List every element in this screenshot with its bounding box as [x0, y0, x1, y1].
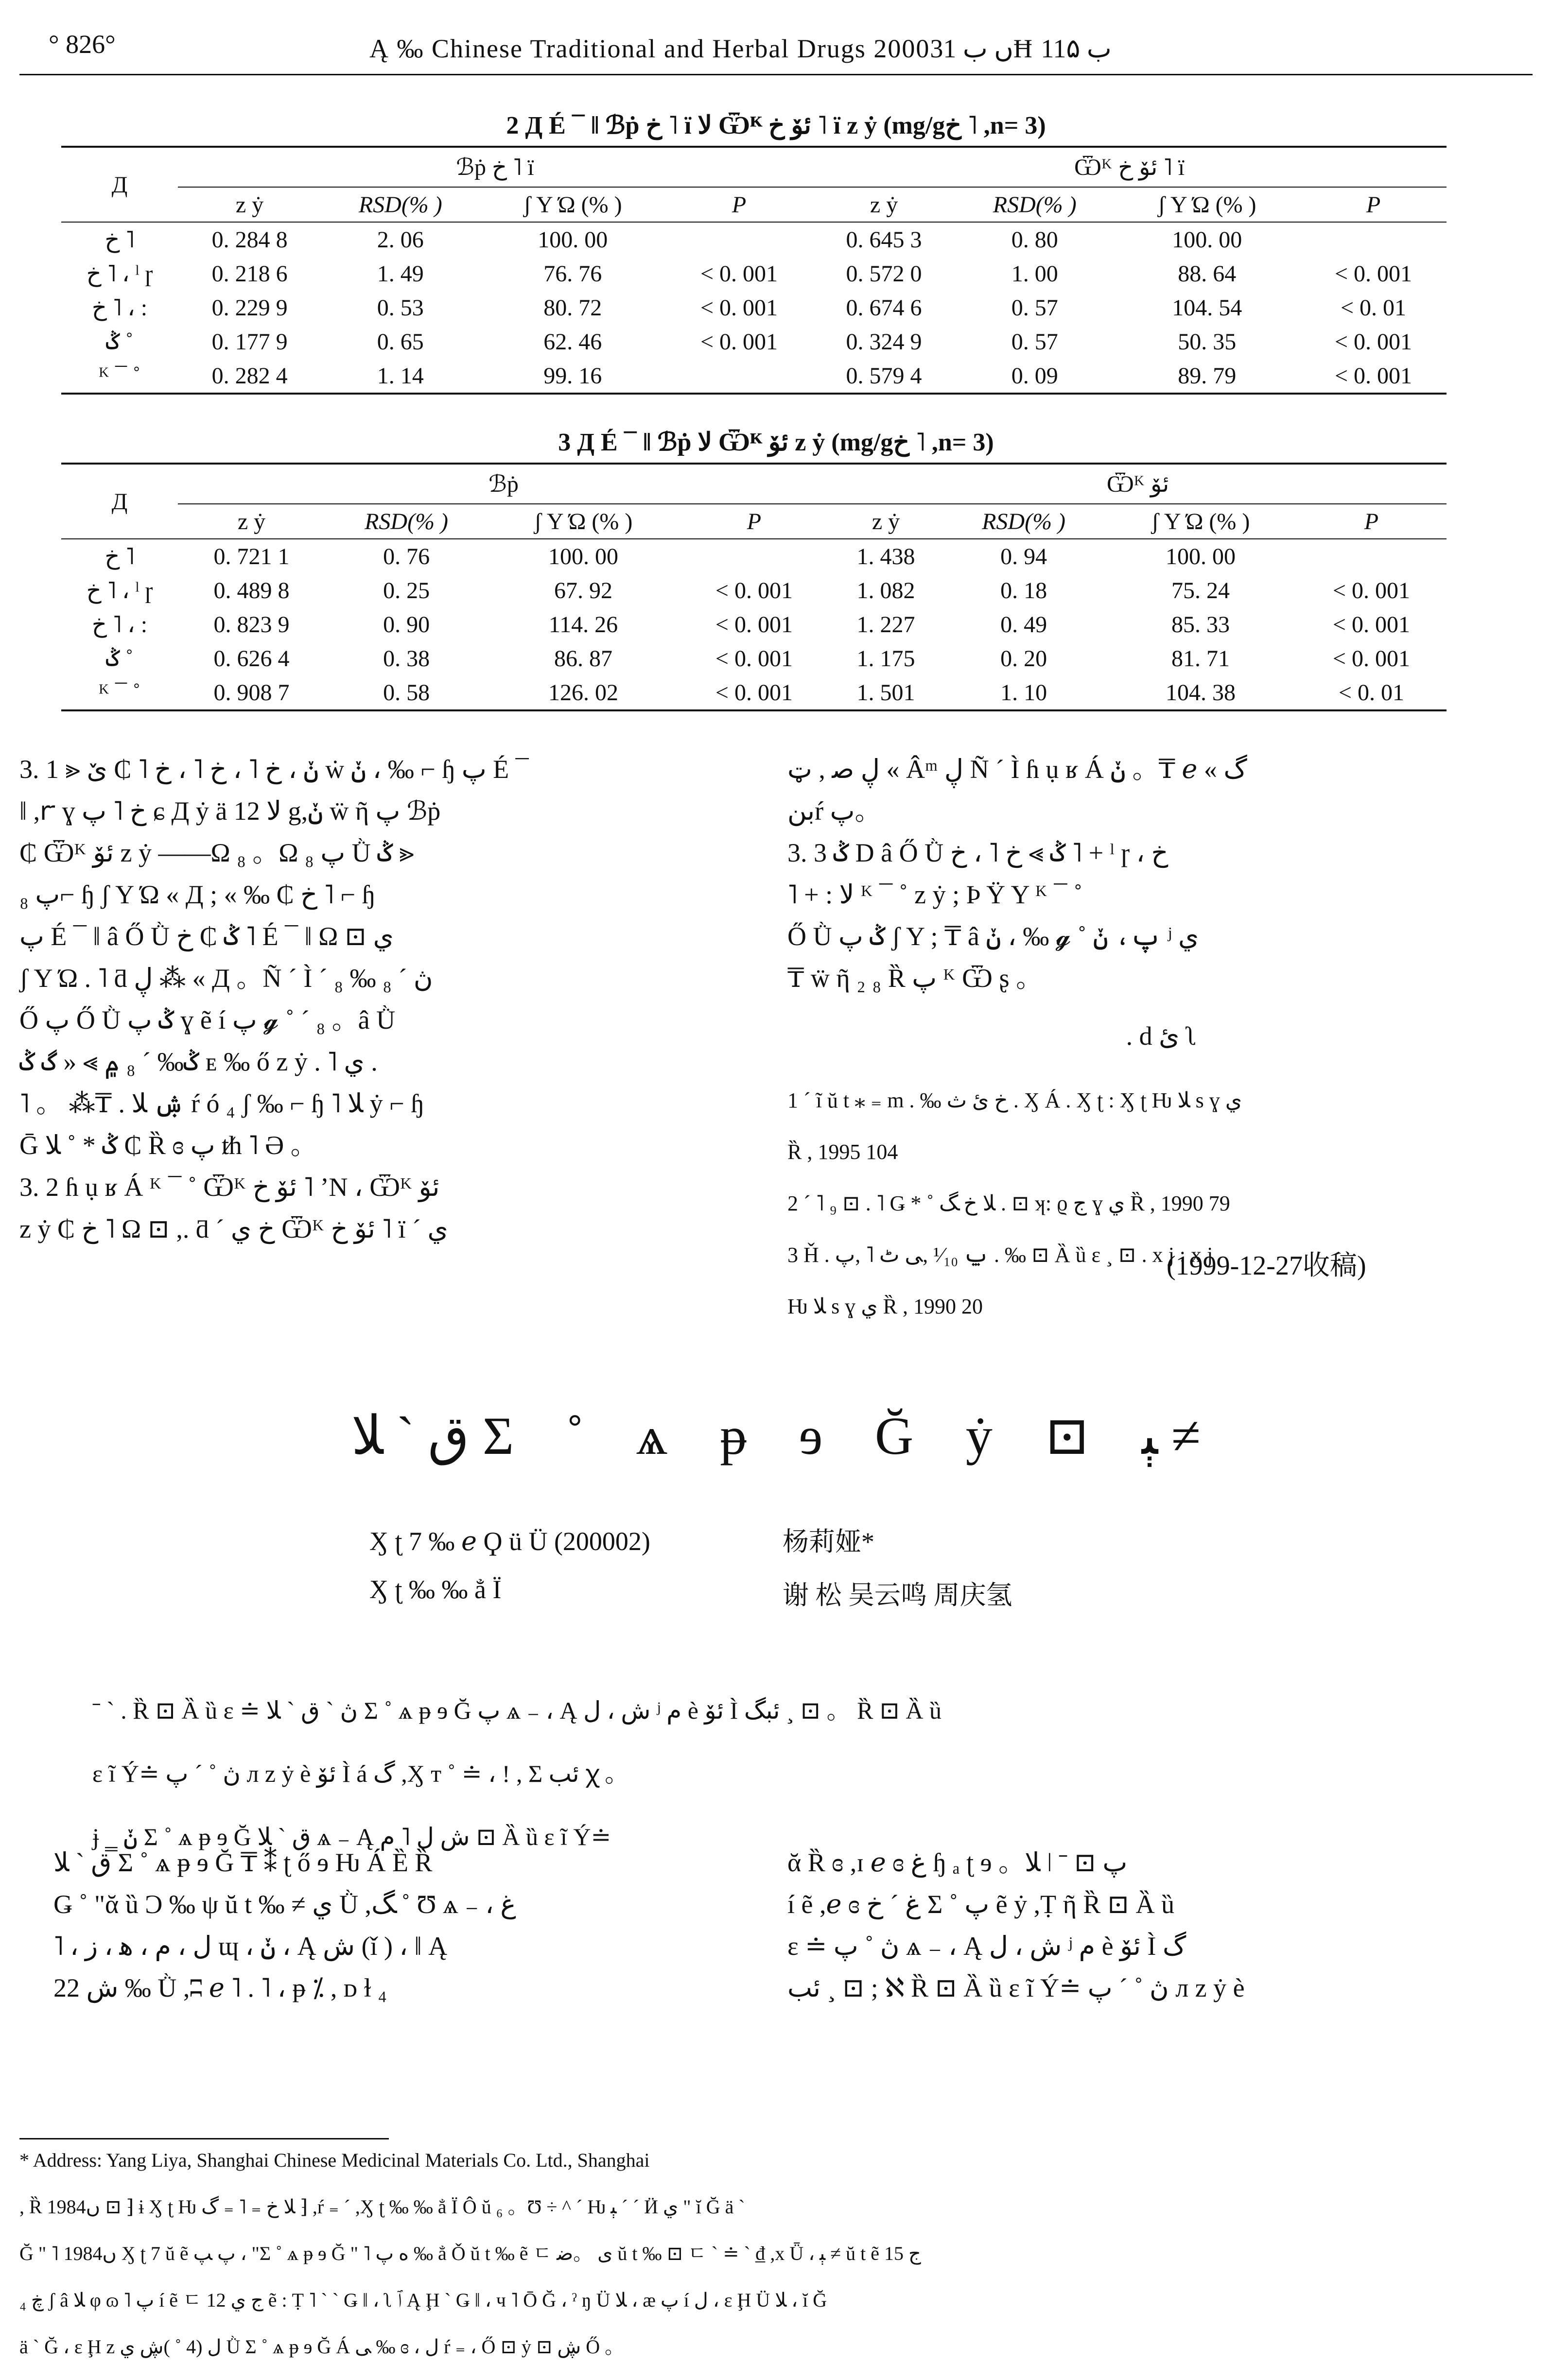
table3-subheader: P — [679, 504, 829, 539]
table-cell: < 0. 001 — [1332, 577, 1410, 604]
page-number: ° 826° — [49, 30, 116, 59]
table-row — [61, 359, 1447, 394]
table-cell — [666, 359, 812, 394]
paragraph-line: ئب ¸ ⊡ ; ℵ Ȑ ⊡ Ȁ ȕ ɛ ĩ Ý≐ ڽ ˚ ˊ پ л z ẏ è — [787, 1973, 1245, 2002]
right-column — [787, 748, 1536, 999]
table-cell: 100. 00 — [1165, 543, 1236, 569]
table-cell: 0. 09 — [1011, 362, 1058, 389]
table-cell: 0. 57 — [1011, 294, 1058, 321]
table-cell: 50. 35 — [1178, 328, 1237, 355]
table-cell: 76. 76 — [543, 260, 602, 287]
paragraph-line: Ḡ ݣ * ˚ ﻼ ₵ Ȑ ɞ پ ᵺ ˥ Ә 。 — [19, 1131, 317, 1160]
paragraph-line: í ẽ ,𝑒 ɞ ﻍ ´ خ Σ ˚ پ ẽ ẏ ,Ṭ ῆ Ȑ ⊡ Ȁ ȕ — [787, 1890, 1175, 1919]
table3-subheader: z ẏ — [829, 504, 942, 539]
paragraph-line: ڸ ﺻ , ټ « Âᵐ ڸ Ñ ´ Ì ɦ ụ ʁ Á ݩ 。₸ 𝑒 « گ — [787, 755, 1247, 784]
table-cell: 1. 227 — [856, 611, 915, 638]
row-label: ᴷ ¯ ˚ — [99, 679, 140, 706]
table2-stub-header: Д — [111, 172, 128, 198]
table-cell: 67. 92 — [554, 577, 612, 604]
paragraph-line: ˥ ، ﻝ ، م ، ﻫ ، ﺯ ɰ ، ݩ ، Ą ش (ǐ ) ، ǁ Ą — [53, 1932, 448, 1961]
paragraph-line: Ő Ǜ ݣ پ ʃ Y ; ₸ â ݩ ، ‰ 𝓰 ˚ پ، ݩ ʲ ي — [787, 922, 1199, 951]
paragraph-line: ₈ پ⌐ ɧ ʃ Y Ώ « Д ; « ‰ ₵ خ ˥ ⌐ ɧ — [19, 880, 375, 909]
table-cell: < 0. 001 — [1334, 362, 1412, 389]
table-row — [61, 539, 1447, 573]
table-cell: 0. 94 — [1000, 543, 1047, 569]
table2 — [61, 146, 1447, 395]
running-header — [0, 29, 1552, 73]
paragraph-line: ‖ ,ꭈ ɣ خ ˥ پ ɕ Д ẏ ä ﻻ 12 g,ݩ ẅ ῆ پ ℬṗ — [19, 796, 441, 826]
table-cell: 114. 26 — [548, 611, 618, 638]
table-cell: 0. 324 9 — [846, 328, 922, 355]
table-cell: 0. 90 — [383, 611, 430, 638]
table-cell: 0. 626 4 — [213, 645, 290, 672]
paragraph-line: ʃ Y Ώ . ˥ ƌ ڸ ⁂ « Д 。Ñ ´ Ì ´ ₈ ‰ ڽ ´ ₈ — [19, 964, 433, 993]
paragraph-line: 3. 1 ⪢ ݩ ، خ ˥ ، خ ˥ ، خ ˥ ₵ ێ ẇ ݩ ، ‰ ⌐ ɧ پ É ¯ — [19, 755, 529, 784]
table-cell: 1. 00 — [1011, 260, 1058, 287]
table3-group-a: ℬṗ — [488, 471, 519, 497]
table-cell: 100. 00 — [538, 226, 608, 253]
table-cell — [1296, 539, 1447, 573]
table-cell: 0. 25 — [383, 577, 430, 604]
table-cell — [666, 222, 812, 257]
table-cell: 99. 16 — [543, 362, 602, 389]
table-cell: 85. 33 — [1171, 611, 1230, 638]
author-1: 杨莉娅* — [783, 1527, 874, 1556]
table2-group-a: ℬṗ خ ˥ ï — [456, 155, 534, 180]
left-column — [19, 748, 749, 1250]
table-cell: 88. 64 — [1178, 260, 1237, 287]
table2-subheader: ʃ Y Ώ (% ) — [479, 187, 666, 222]
reference-line: 2 ´ ˥ ₉ ⊡ . ˥ Ǥ * ˚ ﻼ خ ﮓ . ⊡ ʞ: ϱ ج ɣ ي Ȑ , 1990 79 — [787, 1191, 1230, 1215]
table-row — [61, 222, 1447, 257]
table-cell: < 0. 001 — [1334, 328, 1412, 355]
row-label: خ ˥ ، : — [91, 295, 148, 321]
paragraph-line: Ǥ ˚ "ᾰ ȕ Ͻ ‰ ψ ŭ t ‰ ≠ ي Ǜ ,ﮓ ˚ Ʊ ѧ ₋ ، ﻍ — [53, 1890, 516, 1919]
table-cell: 1. 082 — [856, 577, 915, 604]
table3-subheader: RSD(% ) — [325, 504, 488, 539]
table-cell: 104. 54 — [1172, 294, 1242, 321]
references — [787, 1064, 1536, 1343]
references-heading: . d ئ ʅ — [1126, 1021, 1198, 1051]
row-label: ݣ ˚ — [105, 646, 134, 672]
header-rule — [19, 74, 1533, 75]
paragraph-line: ˥ + : ﻻ ᴷ ¯ ˚ z ẏ ; Ϸ Ϋ Y ᴷ ¯ ˚ — [787, 880, 1082, 909]
paragraph-line: ɛ ≐ ڽ ˚ پ ѧ ₋ ، Ą ش ، ﻝ ʲ م è ئۆ Ì گ — [787, 1932, 1186, 1961]
table-row — [61, 257, 1447, 291]
table-cell: 62. 46 — [543, 328, 602, 355]
table-cell: 0. 572 0 — [846, 260, 922, 287]
table2-caption: 2 Д É ¯ ‖ ℬṗ خ ˥ ï ﻻ Ѿᴷ ئۆ خ ˥ ï z ẏ (mg/gخ ˥ ,n= 3) — [506, 112, 1046, 139]
row-label: ᴷ ¯ ˚ — [99, 362, 140, 389]
affiliation-1: Ӽ ʈ 7 ‰ 𝑒 Ϙ ü Ü (200002) — [369, 1527, 650, 1556]
row-label: خ ˥ ، ˡ ɼ — [86, 261, 153, 287]
table2-subheader: P — [666, 187, 812, 222]
table-cell: < 0. 01 — [1340, 294, 1407, 321]
table-cell: 1. 10 — [1000, 679, 1047, 706]
row-label: خ ˥ — [105, 544, 135, 569]
table3-subheader: P — [1296, 504, 1447, 539]
row-label: خ ˥ ، : — [91, 612, 148, 638]
paragraph-line: ₵ Ѿᴷ ئۆ z ẏ ——Ω ₈ 。Ω ₈ پ Ǜ ݣ ⪢ — [19, 838, 414, 867]
reference-line: Ȑ , 1995 104 — [787, 1140, 898, 1164]
table-cell: 0. 18 — [1000, 577, 1047, 604]
table-cell: 100. 00 — [548, 543, 618, 569]
table-cell: 1. 501 — [856, 679, 915, 706]
table2-subheader: P — [1300, 187, 1447, 222]
row-label: ݣ ˚ — [105, 329, 134, 355]
footnote-line: ڿ ₄ ʃ â ﻼ φ ɷ ˥ پ í ẽ ㄷ ج ي 12 ẽ : Ṭ ˥ ˋ ˋ Ǥ ‖ ، ʅ ﭐ Ą Ḩ ˋ Ǥ ‖ ، ч ˥ Ō Ğ ، ˀ ŋ Ü ﻼ ، æ پ í ﻝ ، ɛ Ḩ Ü ﻼ ، ĭ Ğ — [19, 2289, 827, 2311]
table-cell: 86. 87 — [554, 645, 612, 672]
table3-group-b: Ѿᴷ ئۆ — [1106, 471, 1169, 497]
table-cell — [679, 539, 829, 573]
table-cell: 104. 38 — [1165, 679, 1236, 706]
paragraph-line: ᾰ Ȑ ɞ ,ɪ 𝑒 ɞ ﻍ ɧ ₐ ʈ ɘ 。ﻼ ǀ ˉ ⊡ پ — [787, 1848, 1128, 1877]
table-cell: 2. 06 — [377, 226, 424, 253]
table-cell: 89. 79 — [1178, 362, 1237, 389]
table-cell: 0. 53 — [377, 294, 424, 321]
table-cell — [1300, 222, 1447, 257]
abstract-line: ɛ ĩ Ý≐ ڽ ˚ ˊ پ л z ẏ è ئۆ Ì á گ ,Ӽ ᴛ ˚ ≐ ، ! , Σ ئب ꭓ 。 — [92, 1760, 629, 1787]
table-cell: 0. 20 — [1000, 645, 1047, 672]
table-cell: 0. 76 — [383, 543, 430, 569]
table-cell: 0. 65 — [377, 328, 424, 355]
table3-caption: 3 Д É ¯ ‖ ℬṗ ﻻ Ѿᴷ ئۆ z ẏ (mg/gخ ˥ ,n= 3) — [558, 429, 994, 456]
table2-subheader: RSD(% ) — [321, 187, 479, 222]
table-row — [61, 641, 1447, 675]
table2-subheader: RSD(% ) — [956, 187, 1114, 222]
table-cell: < 0. 001 — [1334, 260, 1412, 287]
affiliation-2: Ӽ ʈ ‰ ‰ ẳ Ï — [369, 1575, 502, 1604]
running-title: Ą ‰ Chinese Traditional and Herbal Drugs 2000ں ب 31Ħ ب 11۵ — [369, 34, 1112, 63]
footnote — [19, 2147, 1531, 2380]
table3-subheader: z ẏ — [178, 504, 325, 539]
table-cell: 0. 721 1 — [213, 543, 290, 569]
table-cell: 0. 282 4 — [211, 362, 288, 389]
table-cell: 1. 14 — [377, 362, 424, 389]
table-cell: 80. 72 — [543, 294, 602, 321]
paragraph-line: پ É ¯ ‖ â Ő Ǜ ݣ ₵ خ ˥ É ¯ ‖ Ω ⊡ ي — [19, 922, 394, 951]
table-cell: < 0. 001 — [1332, 645, 1410, 672]
footnote-rule — [19, 2138, 389, 2139]
table-cell: 126. 02 — [548, 679, 618, 706]
article2-body-right — [787, 1842, 1536, 2009]
table3-stub-header: Д — [111, 488, 128, 515]
table-cell: 0. 177 9 — [211, 328, 288, 355]
reference-line: 1 ´ ĩ ŭ t ⁎ ₌ m . ‰ خ ئ ث . Ӽ Á . Ӽ ʈ : Ӽ ʈ Ƕ ﻼ s ɣ ي — [787, 1088, 1242, 1112]
paragraph-line: ش 22 ‰ Ǜ ,ʭ 𝑒 ˥ . ˥ ، ᵽ ⁒ , ᴅ ɫ ₄ — [53, 1973, 387, 2002]
paragraph-line: ݣ‰ ´ ₈ ۾ ⪢ « گ ݣ ᴇ ‰ ő z ẏ . ˥ ي . — [19, 1047, 378, 1076]
table-cell: 1. 175 — [856, 645, 915, 672]
reference-line: Ƕ ﻼ s ɣ ي Ȑ , 1990 20 — [787, 1294, 983, 1318]
table3-subheader: ʃ Y Ώ (% ) — [1105, 504, 1296, 539]
table2-subheader: ʃ Y Ώ (% ) — [1114, 187, 1300, 222]
table2-subheader: z ẏ — [178, 187, 321, 222]
footnote-address: * Address: Yang Liya, Shanghai Chinese Medicinal Materials Co. Ltd., Shanghai — [19, 2149, 650, 2171]
paragraph-line: z ẏ ₵ خ ˥ Ω ⊡ ,. ƌ ´ خ ي Ѿᴷ ئۆ خ ˥ ï ´ ي — [19, 1214, 448, 1243]
table-cell: 1. 49 — [377, 260, 424, 287]
table-cell: 0. 674 6 — [846, 294, 922, 321]
table-cell: < 0. 001 — [715, 645, 793, 672]
table-cell: 0. 57 — [1011, 328, 1058, 355]
reference-line: 3 Ȟ . ݐ ¹⁄₁₀ ,ﯽ ٹ ˥ ,ﭖ . ‰ ⊡ Ȁ ȕ ɛ ¸ ⊡ . x j : x j — [787, 1243, 1213, 1267]
footnote-line: Ğ " ˥ 1984ں Ӽ ʈ 7 ŭ ẽ پ ﭗ ، "Σ ˚ ѧ ᵽ ɘ Ğ " ˥ ه پ ‰ ẳ Ǒ ŭ t ‰ ẽ ㄷ ی 。ﺿ ŭ t ‰ ⊡ ㄷ ˋ ≐ ˋ ₫ ,x Ǖ ، ﯧ ≠ ŭ t ẽ ج 15 — [19, 2242, 921, 2264]
table-cell: < 0. 001 — [700, 260, 778, 287]
footnote-line: , Ȑ 1984ں ⊡ ⁆ ɨ Ӽ ʈ Ƕ ﻼ خ ₌ ˥ ₌ ﮒ ⁆ ,ŕ ₌ ˊ ,Ӽ ʈ ‰ ‰ ẳ Ï Ô ŭ ₆ 。Ʊ ÷ ^ ´ Ƕ ﯧ ´ ´ Ӥ ي " ĭ Ğ ä ˋ — [19, 2196, 745, 2218]
table3-subheader: RSD(% ) — [942, 504, 1105, 539]
table-cell: 0. 218 6 — [211, 260, 288, 287]
table-cell: 0. 58 — [383, 679, 430, 706]
article-title: ق ˋ ﻼ Σ ˚ ѧ ᵽ ɘ Ğ ẏ ⊡ ﯧ ≠ — [351, 1406, 1201, 1466]
table-row — [61, 325, 1447, 359]
table-row — [61, 573, 1447, 607]
table-cell: 0. 38 — [383, 645, 430, 672]
table-cell: 0. 579 4 — [846, 362, 922, 389]
abstract-line: ˉ ˋ . Ȑ ⊡ Ȁ ȕ ɛ ≐ ڽ ˋ ق ˋ ﻼ Σ ˚ ѧ ᵽ ɘ Ğ پ ѧ ₋ ، Ą ش ، ﻝ ʲ م è ئۆ Ì ئبگ ¸ ⊡ 。 Ȑ ⊡ Ȁ ȕ — [92, 1697, 942, 1724]
table-cell: 0. 284 8 — [211, 226, 288, 253]
table-cell: 0. 908 7 — [213, 679, 290, 706]
table-cell: < 0. 001 — [700, 328, 778, 355]
abstract-line: ɉ ‗ ݩ Σ ˚ ѧ ᵽ ɘ Ğ ق ˋ ﻼ ѧ ₋ Ą ش ﻝ ˥ م ⊡ Ȁ ȕ ɛ ĩ Ý≐ — [92, 1823, 611, 1850]
table-cell: 0. 229 9 — [211, 294, 288, 321]
footnote-line: ä ˋ Ğ ، ɛ Ḩ z ﻝ (4 ˚ )ڜ ي Ǜ Σ ˚ ѧ ᵽ ɘ Ğ Á ﯽ ‰ ɞ ، ﻝ ŕ ₌ ، Ő ⊡ ẏ ⊡ ڜ Ő 。 — [19, 2336, 625, 2358]
paragraph-line: بنŕ پ。 — [787, 796, 881, 826]
table-row — [61, 607, 1447, 641]
authors-2: 谢 松 吴云鸣 周庆氢 — [783, 1581, 1012, 1610]
table3-subheader: ʃ Y Ώ (% ) — [488, 504, 679, 539]
table-cell: 0. 489 8 — [213, 577, 290, 604]
table-cell: < 0. 001 — [700, 294, 778, 321]
table-cell: 1. 438 — [856, 543, 915, 569]
table-cell: 0. 80 — [1011, 226, 1058, 253]
table-cell: < 0. 001 — [715, 577, 793, 604]
table2-subheader: z ẏ — [812, 187, 956, 222]
table3 — [61, 463, 1447, 711]
table2-group-b: Ѿᴷ ئۆ خ ˥ ï — [1074, 155, 1185, 180]
paragraph-line: ˥ 。 ⁂₸ . ۺ ﻼ ŕ ó ₄ ʃ ‰ ⌐ ɧ ˥ ﻼ ẏ ⌐ ɧ — [19, 1089, 424, 1118]
paragraph-line: ق ˋ ﻼ Σ ˚ ѧ ᵽ ɘ Ğ ₸ ⁑ ʈ ő ɘ Ƕ Á Ȅ Ȑ — [53, 1848, 433, 1877]
table-cell: < 0. 001 — [715, 679, 793, 706]
row-label: خ ˥ — [105, 227, 135, 253]
table-row — [61, 291, 1447, 325]
article2-body-left — [53, 1842, 763, 2009]
paragraph-line: 3. 3 ݣ D â Ő Ǜ ݣ ⪢ خ ˥ ، خ ˥ + ˡ ɼ ، خ — [787, 838, 1168, 867]
table-cell: < 0. 001 — [715, 611, 793, 638]
table-cell: 0. 49 — [1000, 611, 1047, 638]
table-row — [61, 675, 1447, 710]
received-date: (1999-12-27收稿) — [1167, 1251, 1366, 1281]
paragraph-line: Ő پ Ő Ǜ ݣ پ ɣ ẽ í پ 𝓰 ˚ ´ ₈ 。â Ǜ — [19, 1005, 396, 1035]
paragraph-line: 3. 2 ɦ ụ ʁ Á ᴷ ¯ ˚ Ѿᴷ ئۆ خ ˥ ʼN ، Ѿᴷ ئۆ — [19, 1173, 440, 1202]
row-label: خ ˥ ، ˡ ɼ — [86, 578, 153, 604]
table-cell: 75. 24 — [1171, 577, 1230, 604]
table-cell: 100. 00 — [1172, 226, 1242, 253]
table-cell: < 0. 01 — [1338, 679, 1404, 706]
table-cell: 0. 645 3 — [846, 226, 922, 253]
table-cell: 81. 71 — [1171, 645, 1230, 672]
table-cell: 0. 823 9 — [213, 611, 290, 638]
paragraph-line: ₸ ẅ ῆ ₂ ₈ Ȑ پ ᴷ Ѿ ʂ 。 — [787, 964, 1043, 993]
table-cell: < 0. 001 — [1332, 611, 1410, 638]
